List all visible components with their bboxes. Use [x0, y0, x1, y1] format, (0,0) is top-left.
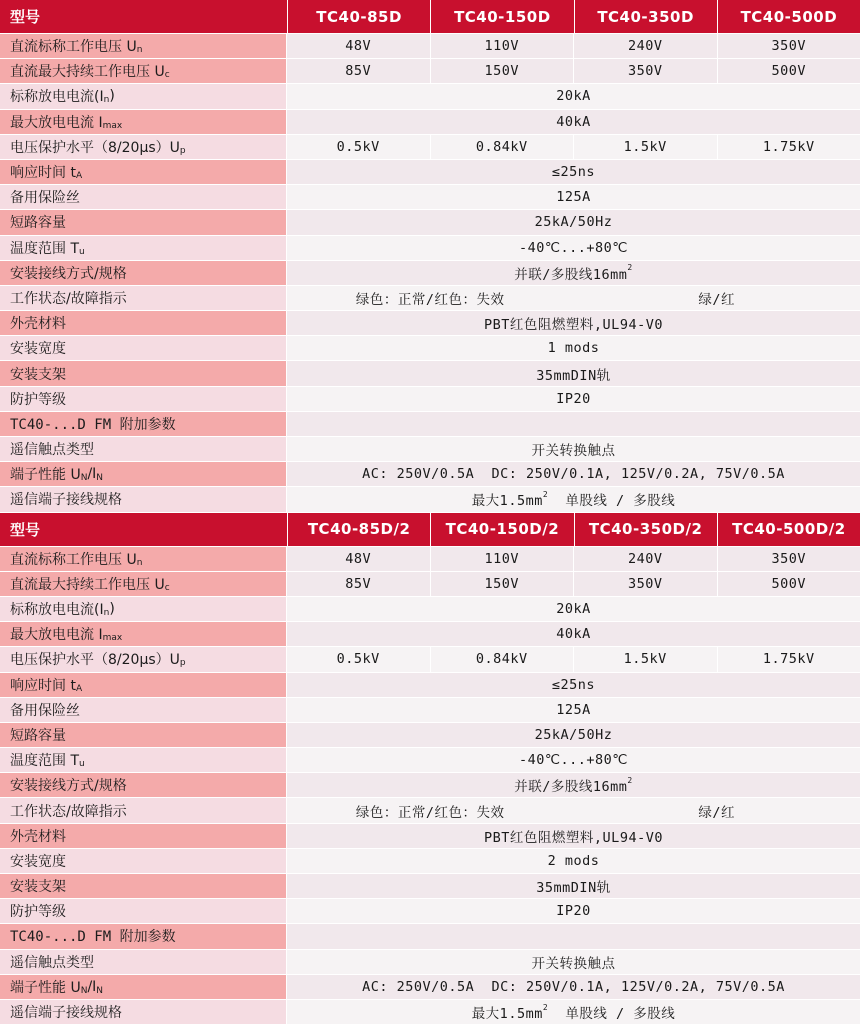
value-cell: 0.84kV	[430, 647, 574, 671]
table-row	[0, 261, 860, 286]
row-label: 直流最大持续工作电压 U c	[0, 59, 286, 83]
table-row	[0, 975, 860, 1000]
row-label: 安装宽度	[0, 336, 286, 360]
value-cell: 240V	[573, 547, 717, 571]
row-label: 电压保护水平（8/20μs）U p	[0, 647, 286, 671]
table-row	[0, 34, 860, 59]
table-row	[0, 924, 860, 949]
row-label: 标称放电电流(I n )	[0, 84, 286, 108]
value-cell	[287, 412, 860, 436]
value-cell: 20kA	[287, 84, 860, 108]
table-row	[0, 572, 860, 597]
value-cell: 350V	[573, 572, 717, 596]
table-row	[0, 950, 860, 975]
value-cell: ≤25ns	[287, 673, 860, 697]
table-row	[0, 185, 860, 210]
value-cell: 开关转换触点	[287, 950, 860, 974]
value-cell: 绿色：正常/红色：失效	[287, 798, 574, 822]
spec-table	[0, 0, 860, 513]
table-row	[0, 336, 860, 361]
row-label: 外壳材料	[0, 311, 286, 335]
value-cell: 40kA	[287, 110, 860, 134]
value-cell	[287, 924, 860, 948]
value-cell: 绿色：正常/红色：失效	[287, 286, 574, 310]
value-cell: PBT红色阻燃塑料,UL94-V0	[287, 824, 860, 848]
table-row	[0, 311, 860, 336]
value-cell: 1.5kV	[573, 647, 717, 671]
value-cell: -40℃...+80℃	[287, 748, 860, 772]
value-cell: ≤25ns	[287, 160, 860, 184]
table-row	[0, 647, 860, 672]
value-cell: 1.5kV	[573, 135, 717, 159]
row-label: 直流标称工作电压 U n	[0, 547, 286, 571]
row-label: TC40-...D FM 附加参数	[0, 924, 286, 948]
value-cell: 48V	[287, 34, 430, 58]
value-cell: PBT红色阻燃塑料,UL94-V0	[287, 311, 860, 335]
table-row	[0, 622, 860, 647]
model-name: TC40-150D/2	[430, 513, 573, 546]
row-label: 短路容量	[0, 210, 286, 234]
row-label: 安装支架	[0, 874, 286, 898]
model-name: TC40-150D	[430, 0, 573, 33]
value-cell: 35mmDIN轨	[287, 874, 860, 898]
row-label: 遥信触点类型	[0, 950, 286, 974]
model-header-label: 型号	[0, 513, 286, 546]
row-label: 工作状态/故障指示	[0, 798, 286, 822]
value-cell: 1.75kV	[717, 647, 860, 671]
table-row	[0, 210, 860, 235]
value-cell: 125A	[287, 698, 860, 722]
model-name: TC40-500D/2	[717, 513, 860, 546]
value-cell: 350V	[717, 547, 860, 571]
row-label: 遥信端子接线规格	[0, 487, 286, 511]
row-label: 直流最大持续工作电压 U c	[0, 572, 286, 596]
row-label: 端子性能 U N /I N	[0, 462, 286, 486]
table-row	[0, 1000, 860, 1025]
row-label: 备用保险丝	[0, 698, 286, 722]
row-label: 外壳材料	[0, 824, 286, 848]
row-label: 端子性能 U N /I N	[0, 975, 286, 999]
value-cell: -40℃...+80℃	[287, 236, 860, 260]
table-row	[0, 849, 860, 874]
value-cell: 开关转换触点	[287, 437, 860, 461]
value-cell: 绿/红	[574, 286, 860, 310]
model-name: TC40-500D	[717, 0, 860, 33]
table-row	[0, 236, 860, 261]
table-row	[0, 698, 860, 723]
model-name: TC40-350D/2	[574, 513, 717, 546]
row-label: 响应时间 t A	[0, 160, 286, 184]
value-cell: AC: 250V/0.5A DC: 250V/0.1A, 125V/0.2A, 75V/0.5A	[287, 975, 860, 999]
row-label: 防护等级	[0, 387, 286, 411]
table-row	[0, 437, 860, 462]
table-row	[0, 798, 860, 823]
value-cell: 350V	[573, 59, 717, 83]
value-cell: 绿/红	[574, 798, 860, 822]
value-cell: AC: 250V/0.5A DC: 250V/0.1A, 125V/0.2A, 75V/0.5A	[287, 462, 860, 486]
table-row	[0, 723, 860, 748]
table-row	[0, 874, 860, 899]
row-label: 最大放电电流 I max	[0, 110, 286, 134]
value-cell: 40kA	[287, 622, 860, 646]
row-label: 温度范围 T u	[0, 236, 286, 260]
value-cell: 85V	[287, 572, 430, 596]
value-cell: 110V	[430, 34, 574, 58]
table-row	[0, 462, 860, 487]
table-row	[0, 773, 860, 798]
table-row	[0, 160, 860, 185]
table-row	[0, 597, 860, 622]
value-cell: 240V	[573, 34, 717, 58]
row-label: 安装接线方式/规格	[0, 773, 286, 797]
table-row	[0, 387, 860, 412]
value-cell: 500V	[717, 59, 860, 83]
value-cell: IP20	[287, 899, 860, 923]
table-row	[0, 84, 860, 109]
row-label: 安装接线方式/规格	[0, 261, 286, 285]
model-name: TC40-350D	[574, 0, 717, 33]
row-label: 标称放电电流(I n )	[0, 597, 286, 621]
model-header-label: 型号	[0, 0, 286, 33]
model-name: TC40-85D/2	[287, 513, 430, 546]
table-row	[0, 412, 860, 437]
value-cell: 最大1.5mm 2 单股线 / 多股线	[287, 487, 860, 511]
value-cell: 1 mods	[287, 336, 860, 360]
value-cell: 125A	[287, 185, 860, 209]
row-label: 遥信端子接线规格	[0, 1000, 286, 1024]
value-cell: 2 mods	[287, 849, 860, 873]
value-cell: 最大1.5mm 2 单股线 / 多股线	[287, 1000, 860, 1024]
value-cell: 85V	[287, 59, 430, 83]
table-row	[0, 547, 860, 572]
value-cell: 110V	[430, 547, 574, 571]
row-label: 电压保护水平（8/20μs）U p	[0, 135, 286, 159]
value-cell: 20kA	[287, 597, 860, 621]
model-name: TC40-85D	[287, 0, 430, 33]
table-row	[0, 899, 860, 924]
value-cell: 0.5kV	[287, 135, 430, 159]
value-cell: 48V	[287, 547, 430, 571]
row-label: TC40-...D FM 附加参数	[0, 412, 286, 436]
row-label: 安装宽度	[0, 849, 286, 873]
table-row	[0, 286, 860, 311]
row-label: 遥信触点类型	[0, 437, 286, 461]
table-row	[0, 135, 860, 160]
row-label: 最大放电电流 I max	[0, 622, 286, 646]
table-row	[0, 824, 860, 849]
row-label: 工作状态/故障指示	[0, 286, 286, 310]
table-header-row	[0, 0, 860, 34]
table-row	[0, 361, 860, 386]
table-row	[0, 487, 860, 512]
value-cell: 25kA/50Hz	[287, 723, 860, 747]
spec-table	[0, 513, 860, 1026]
row-label: 备用保险丝	[0, 185, 286, 209]
value-cell: 500V	[717, 572, 860, 596]
value-cell: 150V	[430, 572, 574, 596]
table-row	[0, 748, 860, 773]
value-cell: 350V	[717, 34, 860, 58]
value-cell: 并联/多股线16mm 2	[287, 773, 860, 797]
table-row	[0, 673, 860, 698]
value-cell: 35mmDIN轨	[287, 361, 860, 385]
value-cell: 25kA/50Hz	[287, 210, 860, 234]
row-label: 响应时间 t A	[0, 673, 286, 697]
row-label: 安装支架	[0, 361, 286, 385]
value-cell: 1.75kV	[717, 135, 860, 159]
row-label: 短路容量	[0, 723, 286, 747]
value-cell: 并联/多股线16mm 2	[287, 261, 860, 285]
value-cell: IP20	[287, 387, 860, 411]
value-cell: 150V	[430, 59, 574, 83]
row-label: 防护等级	[0, 899, 286, 923]
table-row	[0, 59, 860, 84]
value-cell: 0.84kV	[430, 135, 574, 159]
value-cell: 0.5kV	[287, 647, 430, 671]
row-label: 温度范围 T u	[0, 748, 286, 772]
table-row	[0, 110, 860, 135]
row-label: 直流标称工作电压 U n	[0, 34, 286, 58]
table-header-row	[0, 513, 860, 547]
